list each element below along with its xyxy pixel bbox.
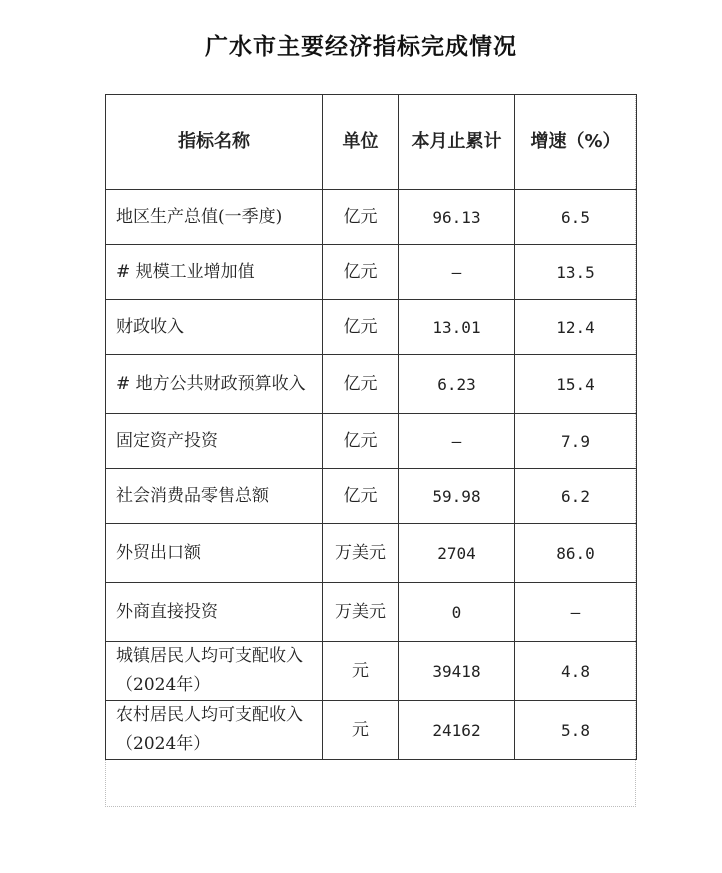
table-row [106,642,637,701]
indicator-name: 地区生产总值(一季度) [106,190,323,245]
indicator-unit: 万美元 [323,583,399,642]
indicator-unit: 元 [323,642,399,701]
indicator-name: 外贸出口额 [106,524,323,583]
table-row [106,190,637,245]
indicator-cumulative: — [399,414,515,469]
indicator-cumulative: 96.13 [399,190,515,245]
indicator-unit: 亿元 [323,355,399,414]
indicator-unit: 亿元 [323,300,399,355]
column-header-growth: 增速（%） [515,95,637,190]
table-row [106,583,637,642]
page-title: 广水市主要经济指标完成情况 [205,34,517,60]
indicator-name: 外商直接投资 [106,583,323,642]
indicator-growth: 12.4 [515,300,637,355]
indicator-growth: 86.0 [515,524,637,583]
table-row [106,300,637,355]
indicator-unit: 元 [323,701,399,760]
indicator-cumulative: 6.23 [399,355,515,414]
indicator-name: 固定资产投资 [106,414,323,469]
table-header-row [106,95,637,190]
indicator-growth: 6.2 [515,469,637,524]
indicator-cumulative: — [399,245,515,300]
indicator-name: 城镇居民人均可支配收入（2024年） [106,642,323,701]
indicator-name: # 规模工业增加值 [106,245,323,300]
indicator-cumulative: 0 [399,583,515,642]
indicator-name: 农村居民人均可支配收入（2024年） [106,701,323,760]
indicator-cumulative: 13.01 [399,300,515,355]
indicator-cumulative: 39418 [399,642,515,701]
indicator-cumulative: 24162 [399,701,515,760]
table-row [106,524,637,583]
indicator-table [105,94,637,760]
indicator-table-container [105,94,636,807]
indicator-unit: 亿元 [323,469,399,524]
table-row [106,245,637,300]
indicator-unit: 亿元 [323,245,399,300]
table-row [106,355,637,414]
column-header-indicator: 指标名称 [106,95,323,190]
table-row [106,414,637,469]
table-row [106,701,637,760]
indicator-name: 财政收入 [106,300,323,355]
column-header-unit: 单位 [323,95,399,190]
indicator-growth: 13.5 [515,245,637,300]
indicator-growth: 15.4 [515,355,637,414]
indicator-growth: 5.8 [515,701,637,760]
indicator-cumulative: 59.98 [399,469,515,524]
indicator-growth: 6.5 [515,190,637,245]
indicator-name: 社会消费品零售总额 [106,469,323,524]
indicator-unit: 亿元 [323,414,399,469]
indicator-growth: 7.9 [515,414,637,469]
column-header-cumulative: 本月止累计 [399,95,515,190]
table-row [106,469,637,524]
indicator-unit: 万美元 [323,524,399,583]
indicator-cumulative: 2704 [399,524,515,583]
indicator-name: # 地方公共财政预算收入 [106,355,323,414]
indicator-growth: — [515,583,637,642]
indicator-growth: 4.8 [515,642,637,701]
indicator-unit: 亿元 [323,190,399,245]
